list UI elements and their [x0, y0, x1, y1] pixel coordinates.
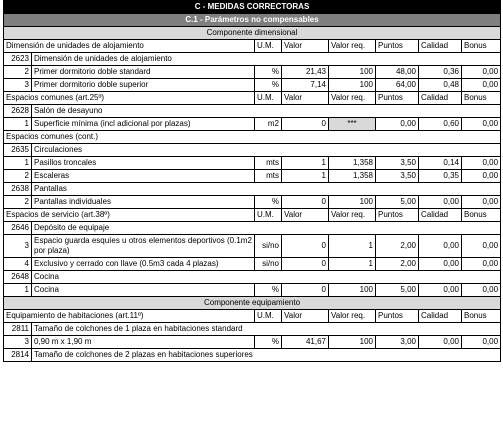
item-puntos: 5,00: [376, 284, 419, 297]
item-calidad: 0,48: [419, 79, 462, 92]
item-number: 2: [4, 196, 32, 209]
group-row: [4, 271, 501, 284]
item-row: [4, 284, 501, 297]
group-name: Depósito de equipaje: [32, 222, 501, 235]
item-row: [4, 235, 501, 258]
item-valor-req: ***: [329, 118, 376, 131]
item-calidad: 0,00: [419, 284, 462, 297]
item-number: 3: [4, 235, 32, 258]
item-description: Cocina: [32, 284, 255, 297]
group-row: [4, 349, 501, 362]
item-valor: 41,67: [282, 336, 329, 349]
group-code: 2628: [4, 105, 32, 118]
group-row: [4, 53, 501, 66]
component-row: [4, 27, 501, 40]
col-header-bonus: Bonus: [462, 310, 501, 323]
item-number: 2: [4, 170, 32, 183]
group-name: Tamaño de colchones de 2 plazas en habitaciones superiores: [32, 349, 501, 362]
col-header-puntos: Puntos: [376, 40, 419, 53]
item-bonus: 0,00: [462, 170, 501, 183]
item-unit: %: [255, 66, 282, 79]
item-description: Exclusivo y cerrado con llave (0.5m3 cada 4 plazas): [32, 258, 255, 271]
block-header-row: [4, 40, 501, 53]
col-header-valor: Valor: [282, 310, 329, 323]
item-unit: %: [255, 79, 282, 92]
item-puntos: 2,00: [376, 235, 419, 258]
item-valor: 0: [282, 118, 329, 131]
col-header-um: U.M.: [255, 209, 282, 222]
group-name: Circulaciones: [32, 144, 501, 157]
item-valor-req: 100: [329, 336, 376, 349]
col-header-calidad: Calidad: [419, 209, 462, 222]
item-number: 2: [4, 66, 32, 79]
item-bonus: 0,00: [462, 284, 501, 297]
item-number: 3: [4, 79, 32, 92]
title-row: [4, 1, 501, 14]
col-header-valor-req: Valor req.: [329, 209, 376, 222]
item-valor-req: 100: [329, 196, 376, 209]
item-row: [4, 258, 501, 271]
group-code: 2814: [4, 349, 32, 362]
col-header-puntos: Puntos: [376, 209, 419, 222]
item-valor-req: 100: [329, 79, 376, 92]
item-valor-req: 100: [329, 284, 376, 297]
col-header-valor-req: Valor req.: [329, 40, 376, 53]
item-puntos: 3,00: [376, 336, 419, 349]
item-unit: si/no: [255, 235, 282, 258]
item-puntos: 3,50: [376, 170, 419, 183]
item-calidad: 0,00: [419, 235, 462, 258]
item-row: [4, 336, 501, 349]
item-puntos: 2,00: [376, 258, 419, 271]
item-valor: 0: [282, 284, 329, 297]
col-header-valor: Valor: [282, 40, 329, 53]
col-header-bonus: Bonus: [462, 209, 501, 222]
group-name: Salón de desayuno: [32, 105, 501, 118]
item-description: Primer dormitorio doble superior: [32, 79, 255, 92]
col-header-bonus: Bonus: [462, 92, 501, 105]
item-valor-req: 1,358: [329, 157, 376, 170]
item-unit: m2: [255, 118, 282, 131]
group-name: Cocina: [32, 271, 501, 284]
group-row: [4, 144, 501, 157]
item-number: 4: [4, 258, 32, 271]
item-row: [4, 118, 501, 131]
group-row: [4, 105, 501, 118]
block-header-label: Espacios comunes (art.25º): [4, 92, 255, 105]
col-header-calidad: Calidad: [419, 310, 462, 323]
group-code: 2811: [4, 323, 32, 336]
group-name: Dimensión de unidades de alojamiento: [32, 53, 501, 66]
item-calidad: 0,00: [419, 196, 462, 209]
block-header-label: Espacios comunes (cont.): [4, 131, 501, 144]
section-row: [4, 14, 501, 27]
item-description: Superficie mínima (incl adicional por plazas): [32, 118, 255, 131]
col-header-calidad: Calidad: [419, 40, 462, 53]
item-valor: 0: [282, 196, 329, 209]
group-code: 2648: [4, 271, 32, 284]
item-description: Pasillos troncales: [32, 157, 255, 170]
block-header-label: Espacios de servicio (art.38º): [4, 209, 255, 222]
group-name: Tamaño de colchones de 1 plaza en habitaciones standard: [32, 323, 501, 336]
item-bonus: 0,00: [462, 258, 501, 271]
item-puntos: 0,00: [376, 118, 419, 131]
item-description: Escaleras: [32, 170, 255, 183]
item-valor: 0: [282, 235, 329, 258]
item-unit: %: [255, 196, 282, 209]
item-number: 3: [4, 336, 32, 349]
item-valor-req: 100: [329, 66, 376, 79]
col-header-um: U.M.: [255, 40, 282, 53]
item-description: Espacio guarda esquíes u otros elementos deportivos (0.1m2 por plaza): [32, 235, 255, 258]
col-header-bonus: Bonus: [462, 40, 501, 53]
item-bonus: 0,00: [462, 79, 501, 92]
group-code: 2623: [4, 53, 32, 66]
component-dimensional-label: Componente dimensional: [4, 27, 501, 40]
col-header-valor: Valor: [282, 92, 329, 105]
item-number: 1: [4, 118, 32, 131]
item-unit: si/no: [255, 258, 282, 271]
col-header-valor-req: Valor req.: [329, 92, 376, 105]
group-code: 2646: [4, 222, 32, 235]
item-calidad: 0,14: [419, 157, 462, 170]
item-description: Pantallas individuales: [32, 196, 255, 209]
item-valor-req: 1: [329, 258, 376, 271]
item-puntos: 48,00: [376, 66, 419, 79]
item-puntos: 5,00: [376, 196, 419, 209]
item-valor: 1: [282, 157, 329, 170]
component-row: [4, 297, 501, 310]
col-header-calidad: Calidad: [419, 92, 462, 105]
group-row: [4, 183, 501, 196]
item-calidad: 0,00: [419, 336, 462, 349]
item-calidad: 0,35: [419, 170, 462, 183]
item-unit: mts: [255, 157, 282, 170]
item-number: 1: [4, 157, 32, 170]
item-row: [4, 170, 501, 183]
item-calidad: 0,60: [419, 118, 462, 131]
block-header-label: Dimensión de unidades de alojamiento: [4, 40, 255, 53]
group-row: [4, 323, 501, 336]
group-name: Pantallas: [32, 183, 501, 196]
col-header-um: U.M.: [255, 310, 282, 323]
report-title: C - MEDIDAS CORRECTORAS: [4, 1, 501, 14]
item-row: [4, 66, 501, 79]
block-header-row: [4, 310, 501, 323]
item-row: [4, 157, 501, 170]
item-unit: %: [255, 284, 282, 297]
col-header-puntos: Puntos: [376, 92, 419, 105]
item-bonus: 0,00: [462, 196, 501, 209]
item-valor: 21,43: [282, 66, 329, 79]
col-header-puntos: Puntos: [376, 310, 419, 323]
item-valor-req: 1: [329, 235, 376, 258]
item-description: Primer dormitorio doble standard: [32, 66, 255, 79]
group-code: 2638: [4, 183, 32, 196]
item-row: [4, 196, 501, 209]
item-bonus: 0,00: [462, 157, 501, 170]
item-puntos: 64,00: [376, 79, 419, 92]
item-row: [4, 79, 501, 92]
item-unit: %: [255, 336, 282, 349]
col-header-valor-req: Valor req.: [329, 310, 376, 323]
item-puntos: 3,50: [376, 157, 419, 170]
item-bonus: 0,00: [462, 118, 501, 131]
group-row: [4, 222, 501, 235]
col-header-valor: Valor: [282, 209, 329, 222]
item-valor: 1: [282, 170, 329, 183]
block-header-row: [4, 92, 501, 105]
item-calidad: 0,36: [419, 66, 462, 79]
item-valor: 0: [282, 258, 329, 271]
item-unit: mts: [255, 170, 282, 183]
block-header-row: [4, 131, 501, 144]
block-header-row: [4, 209, 501, 222]
item-calidad: 0,00: [419, 258, 462, 271]
component-equipamiento-label: Componente equipamiento: [4, 297, 501, 310]
item-number: 1: [4, 284, 32, 297]
item-valor: 7,14: [282, 79, 329, 92]
item-bonus: 0,00: [462, 336, 501, 349]
section-title: C.1 - Parámetros no compensables: [4, 14, 501, 27]
item-description: 0,90 m x 1,90 m: [32, 336, 255, 349]
col-header-um: U.M.: [255, 92, 282, 105]
group-code: 2635: [4, 144, 32, 157]
item-valor-req: 1,358: [329, 170, 376, 183]
item-bonus: 0,00: [462, 235, 501, 258]
block-header-label: Equipamiento de habitaciones (art.11º): [4, 310, 255, 323]
parameters-table: [3, 0, 501, 362]
item-bonus: 0,00: [462, 66, 501, 79]
